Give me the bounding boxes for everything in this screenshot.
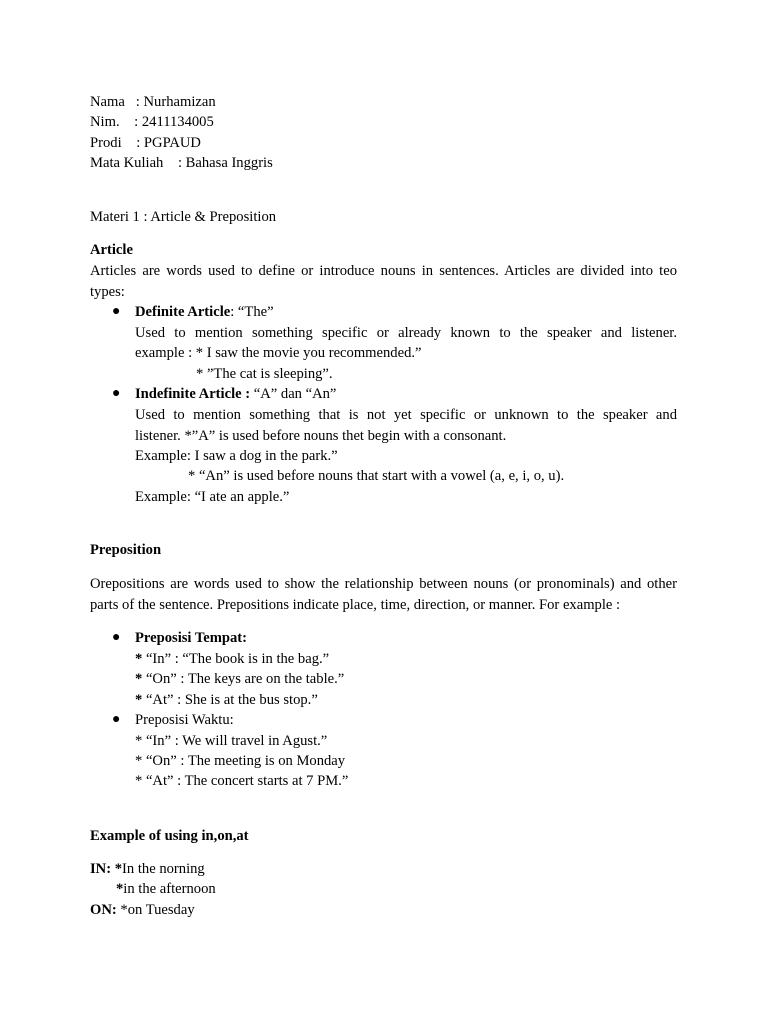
indefinite-line-1: Used to mention something that is not yet specific or unknown to the speaker and [135,407,677,423]
article-heading: Article [90,242,133,258]
name-line: Nama : Nurhamizan [90,94,216,110]
preposition-intro-line-1: Orepositions are words used to show the relationship between nouns (or pronominals) and other [90,576,677,592]
definite-line-2: example : * I saw the movie you recommended.” [135,345,422,361]
preposition-heading: Preposition [90,542,162,558]
indefinite-line-2: listener. *”A” is used before nouns thet begin with a consonant. [135,428,507,444]
indefinite-line-4: * “An” is used before nouns that start with a vowel (a, e, i, o, u). [188,468,565,484]
preposisi-waktu-label: Preposisi Waktu: [135,712,234,728]
article-intro-line-2: types: [90,284,125,300]
indefinite-line-5: Example: “I ate an apple.” [135,489,290,505]
definite-article-value: : “The” [230,304,274,320]
indefinite-article-value: “A” dan “An” [250,386,337,402]
indefinite-article-title [135,384,336,404]
examples-heading: Example of using in,on,at [90,828,249,844]
example-on-line-1: ON: *on Tuesday [90,902,195,918]
bullet-icon: ● [112,304,121,319]
list-item: * “On” : The keys are on the table.” [135,671,345,687]
definite-article-label: Definite Article [135,304,231,320]
list-item: * “In” : We will travel in Agust.” [135,733,328,749]
course-line: Mata Kuliah : Bahasa Inggris [90,155,273,171]
list-item: * “On” : The meeting is on Monday [135,753,346,769]
preposisi-tempat-label: Preposisi Tempat: [135,630,248,646]
list-item: * “At” : The concert starts at 7 PM.” [135,773,349,789]
bullet-icon: ● [112,630,121,645]
prodi-line: Prodi : PGPAUD [90,135,201,151]
bullet-icon: ● [112,386,121,401]
indefinite-line-3: Example: I saw a dog in the park.” [135,448,338,464]
definite-line-1: Used to mention something specific or already known to the speaker and listener. [135,325,677,341]
materi-title: Materi 1 : Article & Preposition [90,209,277,225]
definite-article-title [135,302,274,322]
list-item: * “In” : “The book is in the bag.” [135,651,330,667]
bullet-icon: ● [112,712,121,727]
indefinite-article-label: Indefinite Article : [135,386,251,402]
article-intro-line-1: Articles are words used to define or introduce nouns in sentences. Articles are divided into teo [90,263,677,279]
nim-line: Nim. : 2411134005 [90,114,214,130]
list-item: * “At” : She is at the bus stop.” [135,692,318,708]
definite-line-3: * ”The cat is sleeping”. [196,366,333,382]
example-in-line-1: IN: *In the norning [90,861,205,877]
example-in-line-2: *in the afternoon [116,881,216,897]
preposition-intro-line-2: parts of the sentence. Prepositions indicate place, time, direction, or manner. For example : [90,597,621,613]
